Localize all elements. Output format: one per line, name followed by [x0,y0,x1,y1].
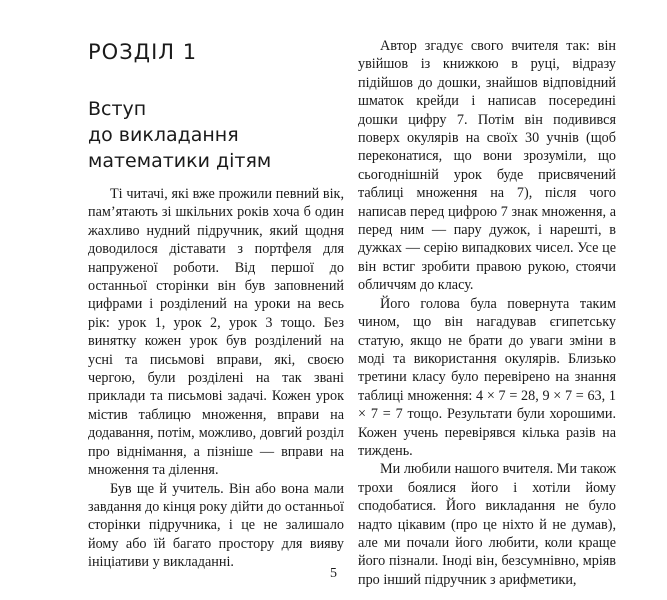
paragraph: Був ще й учитель. Він або вона мали завдання до кінця року дійти до останньої сторінки підручника, і це не залишало йому або їй багато простору для вияву ініціативи у викладанні. [88,480,344,571]
section-title [88,96,271,174]
section-title-line: математики дітям [88,150,272,172]
left-column-body [88,185,344,572]
right-column [358,37,616,589]
paragraph: Ми любили нашого вчителя. Ми також трохи боялися його і хотіли йому сподобатися. Його викладання не було надто цікавим (про це ніхто й не думав), але ми почали його любити, коли краще його пізнали. Іноді він, безсумнівно, мріяв про інший підручник з арифметики, [358,461,616,588]
chapter-heading: РОЗДІЛ 1 [88,40,198,64]
section-title-line: до викладання [88,124,239,146]
paragraph: Його голова була повернута таким чином, що він нагадував єгипетську статую, якщо не брати до уваги зміни в моді та використання окулярів. Близько третини класу було перевірено на знання таблиці множення: 4 × 7 = 28, 9 × 7 = 63, 1 × 7 = 7 тощо. Результати були хорошими. Кожен учень перевірявся кілька разів на тиждень. [358,295,616,459]
paragraph: Ті читачі, які вже прожили певний вік, пам’ятають зі шкільних років хоча б один жахливо нудний підручник, який щодня доводилося діставати з портфеля для напруженої роботи. Від першої до останньої сторінки він був заповнений цифрами і розділений на уроки на весь рік: урок 1, урок 2, урок 3 тощо. Без винятку кожен урок був розділений на усні та письмові вправи, які, своєю чергою, були розділені на так звані приклади та письмові задачі. Кожен урок містив таблицю множення, вправи на додавання, потім, можливо, довгий розділ про віднімання, а пізніше — вправи на множення та ділення. [88,186,344,479]
page-number: 5 [330,566,337,581]
paragraph: Автор згадує свого вчителя так: він увійшов із книжкою в руці, відразу підійшов до дошки, знайшов відповідний шматок крейди і написав посередині дошки цифру 7. Потім він подивився поверх окулярів на своїх 30 учнів (щоб переконатися, що вони зрозуміли, що сьогоднішній урок буде присвячений таблиці множення на 7), після чого написав перед цифрою 7 знак множення, а перед ним — пару дужок, і нарешті, в дужках — серію випадкових чисел. Усе це він встиг зробити правою рукою, стоячи обличчям до класу. [358,38,616,294]
section-title-line: Вступ [88,98,147,120]
